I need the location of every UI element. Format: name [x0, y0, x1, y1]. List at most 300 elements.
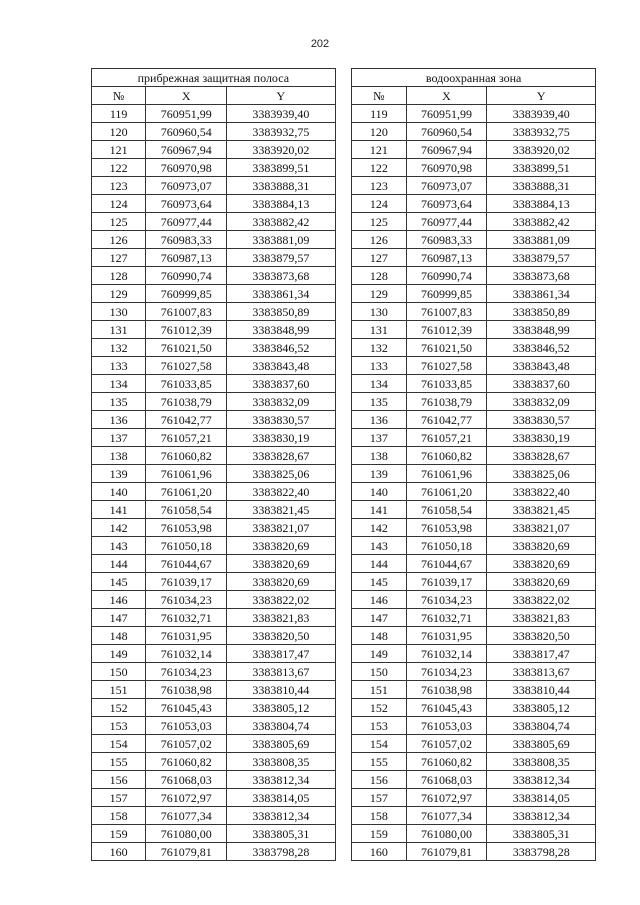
right-y-coordinate-cell: 3383804,74 [487, 717, 596, 735]
right-y-coordinate-cell: 3383814,05 [487, 789, 596, 807]
left-point-number-cell: 149 [92, 645, 146, 663]
right-header-x: X [406, 87, 487, 105]
right-y-coordinate-cell: 3383812,34 [487, 807, 596, 825]
right-y-coordinate-cell: 3383805,12 [487, 699, 596, 717]
right-point-number-cell: 133 [352, 357, 406, 375]
right-y-coordinate-cell: 3383881,09 [487, 231, 596, 249]
right-y-coordinate-cell: 3383813,67 [487, 663, 596, 681]
right-point-number-cell: 126 [352, 231, 406, 249]
left-point-number-cell: 137 [92, 429, 146, 447]
left-x-coordinate-cell: 761053,98 [146, 519, 227, 537]
table-row [92, 789, 596, 807]
right-y-coordinate-cell: 3383821,45 [487, 501, 596, 519]
left-header-y: Y [227, 87, 336, 105]
right-x-coordinate-cell: 761061,96 [406, 465, 487, 483]
left-x-coordinate-cell: 760999,85 [146, 285, 227, 303]
right-point-number-cell: 139 [352, 465, 406, 483]
right-point-number-cell: 153 [352, 717, 406, 735]
left-x-coordinate-cell: 760983,33 [146, 231, 227, 249]
column-gap [335, 195, 352, 213]
table-row [92, 483, 596, 501]
left-y-coordinate-cell: 3383812,34 [227, 771, 336, 789]
left-point-number-cell: 140 [92, 483, 146, 501]
right-x-coordinate-cell: 760977,44 [406, 213, 487, 231]
left-point-number-cell: 145 [92, 573, 146, 591]
table-row [92, 843, 596, 861]
left-x-coordinate-cell: 761021,50 [146, 339, 227, 357]
table-row [92, 591, 596, 609]
left-x-coordinate-cell: 761060,82 [146, 447, 227, 465]
table-row [92, 393, 596, 411]
right-point-number-cell: 157 [352, 789, 406, 807]
right-x-coordinate-cell: 761012,39 [406, 321, 487, 339]
table-row [92, 447, 596, 465]
column-gap [335, 375, 352, 393]
left-y-coordinate-cell: 3383812,34 [227, 807, 336, 825]
left-point-number-cell: 151 [92, 681, 146, 699]
left-point-number-cell: 121 [92, 141, 146, 159]
right-x-coordinate-cell: 761034,23 [406, 663, 487, 681]
left-y-coordinate-cell: 3383861,34 [227, 285, 336, 303]
right-y-coordinate-cell: 3383808,35 [487, 753, 596, 771]
left-x-coordinate-cell: 761050,18 [146, 537, 227, 555]
right-y-coordinate-cell: 3383820,69 [487, 573, 596, 591]
right-y-coordinate-cell: 3383825,06 [487, 465, 596, 483]
left-y-coordinate-cell: 3383820,69 [227, 537, 336, 555]
right-point-number-cell: 150 [352, 663, 406, 681]
right-point-number-cell: 143 [352, 537, 406, 555]
right-y-coordinate-cell: 3383830,19 [487, 429, 596, 447]
column-gap [335, 69, 352, 87]
left-x-coordinate-cell: 760973,07 [146, 177, 227, 195]
left-y-coordinate-cell: 3383832,09 [227, 393, 336, 411]
right-x-coordinate-cell: 761057,21 [406, 429, 487, 447]
right-point-number-cell: 151 [352, 681, 406, 699]
table-row [92, 735, 596, 753]
left-y-coordinate-cell: 3383825,06 [227, 465, 336, 483]
left-y-coordinate-cell: 3383817,47 [227, 645, 336, 663]
left-header-x: X [146, 87, 227, 105]
left-x-coordinate-cell: 761027,58 [146, 357, 227, 375]
left-point-number-cell: 144 [92, 555, 146, 573]
right-x-coordinate-cell: 761077,34 [406, 807, 487, 825]
right-y-coordinate-cell: 3383884,13 [487, 195, 596, 213]
right-point-number-cell: 128 [352, 267, 406, 285]
right-x-coordinate-cell: 761044,67 [406, 555, 487, 573]
table-row [92, 501, 596, 519]
left-point-number-cell: 158 [92, 807, 146, 825]
column-gap [335, 393, 352, 411]
right-y-coordinate-cell: 3383888,31 [487, 177, 596, 195]
right-point-number-cell: 156 [352, 771, 406, 789]
column-gap [335, 591, 352, 609]
column-gap [335, 573, 352, 591]
left-point-number-cell: 139 [92, 465, 146, 483]
column-gap [335, 771, 352, 789]
left-x-coordinate-cell: 761042,77 [146, 411, 227, 429]
left-x-coordinate-cell: 761080,00 [146, 825, 227, 843]
column-gap [335, 321, 352, 339]
column-gap [335, 249, 352, 267]
left-y-coordinate-cell: 3383820,69 [227, 573, 336, 591]
table-header-row [92, 87, 596, 105]
column-gap [335, 303, 352, 321]
right-point-number-cell: 129 [352, 285, 406, 303]
left-x-coordinate-cell: 760960,54 [146, 123, 227, 141]
left-point-number-cell: 130 [92, 303, 146, 321]
left-x-coordinate-cell: 761068,03 [146, 771, 227, 789]
left-point-number-cell: 133 [92, 357, 146, 375]
left-point-number-cell: 119 [92, 105, 146, 123]
left-x-coordinate-cell: 761057,02 [146, 735, 227, 753]
left-point-number-cell: 159 [92, 825, 146, 843]
column-gap [335, 411, 352, 429]
column-gap [335, 555, 352, 573]
right-y-coordinate-cell: 3383830,57 [487, 411, 596, 429]
column-gap [335, 159, 352, 177]
column-gap [335, 177, 352, 195]
left-point-number-cell: 127 [92, 249, 146, 267]
table-row [92, 303, 596, 321]
right-x-coordinate-cell: 760973,64 [406, 195, 487, 213]
column-gap [335, 357, 352, 375]
left-point-number-cell: 122 [92, 159, 146, 177]
table-body [92, 105, 596, 861]
column-gap [335, 843, 352, 861]
right-point-number-cell: 123 [352, 177, 406, 195]
left-y-coordinate-cell: 3383888,31 [227, 177, 336, 195]
column-gap [335, 123, 352, 141]
right-y-coordinate-cell: 3383873,68 [487, 267, 596, 285]
table-row [92, 411, 596, 429]
table-row [92, 807, 596, 825]
right-x-coordinate-cell: 761031,95 [406, 627, 487, 645]
right-point-number-cell: 140 [352, 483, 406, 501]
left-x-coordinate-cell: 761072,97 [146, 789, 227, 807]
left-y-coordinate-cell: 3383828,67 [227, 447, 336, 465]
right-point-number-cell: 125 [352, 213, 406, 231]
column-gap [335, 429, 352, 447]
left-point-number-cell: 120 [92, 123, 146, 141]
left-y-coordinate-cell: 3383814,05 [227, 789, 336, 807]
column-gap [335, 87, 352, 105]
left-y-coordinate-cell: 3383821,07 [227, 519, 336, 537]
left-y-coordinate-cell: 3383873,68 [227, 267, 336, 285]
right-x-coordinate-cell: 761072,97 [406, 789, 487, 807]
column-gap [335, 789, 352, 807]
left-y-coordinate-cell: 3383932,75 [227, 123, 336, 141]
table-row [92, 231, 596, 249]
right-x-coordinate-cell: 761060,82 [406, 753, 487, 771]
right-header-number: № [352, 87, 406, 105]
left-y-coordinate-cell: 3383879,57 [227, 249, 336, 267]
right-point-number-cell: 136 [352, 411, 406, 429]
left-y-coordinate-cell: 3383805,69 [227, 735, 336, 753]
right-y-coordinate-cell: 3383828,67 [487, 447, 596, 465]
left-y-coordinate-cell: 3383939,40 [227, 105, 336, 123]
right-x-coordinate-cell: 761053,03 [406, 717, 487, 735]
table-row [92, 537, 596, 555]
table-row [92, 627, 596, 645]
right-y-coordinate-cell: 3383843,48 [487, 357, 596, 375]
right-x-coordinate-cell: 761068,03 [406, 771, 487, 789]
left-y-coordinate-cell: 3383821,83 [227, 609, 336, 627]
left-x-coordinate-cell: 761053,03 [146, 717, 227, 735]
table-row [92, 285, 596, 303]
table-row [92, 357, 596, 375]
left-y-coordinate-cell: 3383846,52 [227, 339, 336, 357]
right-x-coordinate-cell: 760999,85 [406, 285, 487, 303]
column-gap [335, 465, 352, 483]
right-y-coordinate-cell: 3383822,40 [487, 483, 596, 501]
left-y-coordinate-cell: 3383848,99 [227, 321, 336, 339]
right-y-coordinate-cell: 3383932,75 [487, 123, 596, 141]
right-x-coordinate-cell: 761007,83 [406, 303, 487, 321]
left-y-coordinate-cell: 3383882,42 [227, 213, 336, 231]
left-y-coordinate-cell: 3383810,44 [227, 681, 336, 699]
table-row [92, 213, 596, 231]
column-gap [335, 483, 352, 501]
column-gap [335, 825, 352, 843]
right-x-coordinate-cell: 761080,00 [406, 825, 487, 843]
left-y-coordinate-cell: 3383843,48 [227, 357, 336, 375]
left-point-number-cell: 138 [92, 447, 146, 465]
table-row [92, 717, 596, 735]
right-x-coordinate-cell: 761057,02 [406, 735, 487, 753]
right-x-coordinate-cell: 760987,13 [406, 249, 487, 267]
left-x-coordinate-cell: 761033,85 [146, 375, 227, 393]
left-point-number-cell: 142 [92, 519, 146, 537]
column-gap [335, 213, 352, 231]
right-y-coordinate-cell: 3383850,89 [487, 303, 596, 321]
coordinates-table [91, 68, 596, 861]
table-row [92, 519, 596, 537]
table-row [92, 609, 596, 627]
right-y-coordinate-cell: 3383817,47 [487, 645, 596, 663]
left-y-coordinate-cell: 3383899,51 [227, 159, 336, 177]
left-point-number-cell: 125 [92, 213, 146, 231]
left-y-coordinate-cell: 3383837,60 [227, 375, 336, 393]
left-x-coordinate-cell: 761039,17 [146, 573, 227, 591]
table-row [92, 159, 596, 177]
left-point-number-cell: 131 [92, 321, 146, 339]
right-point-number-cell: 131 [352, 321, 406, 339]
table-row [92, 645, 596, 663]
left-y-coordinate-cell: 3383830,57 [227, 411, 336, 429]
left-point-number-cell: 155 [92, 753, 146, 771]
table-row [92, 177, 596, 195]
page-number: 202 [310, 38, 330, 50]
right-point-number-cell: 158 [352, 807, 406, 825]
right-point-number-cell: 119 [352, 105, 406, 123]
right-header-y: Y [487, 87, 596, 105]
right-y-coordinate-cell: 3383820,50 [487, 627, 596, 645]
right-x-coordinate-cell: 761060,82 [406, 447, 487, 465]
right-x-coordinate-cell: 760990,74 [406, 267, 487, 285]
left-x-coordinate-cell: 761045,43 [146, 699, 227, 717]
left-x-coordinate-cell: 760967,94 [146, 141, 227, 159]
left-x-coordinate-cell: 761077,34 [146, 807, 227, 825]
right-point-number-cell: 147 [352, 609, 406, 627]
column-gap [335, 663, 352, 681]
right-point-number-cell: 141 [352, 501, 406, 519]
column-gap [335, 609, 352, 627]
right-x-coordinate-cell: 760970,98 [406, 159, 487, 177]
column-gap [335, 339, 352, 357]
right-point-number-cell: 130 [352, 303, 406, 321]
left-x-coordinate-cell: 761038,98 [146, 681, 227, 699]
right-y-coordinate-cell: 3383805,69 [487, 735, 596, 753]
column-gap [335, 231, 352, 249]
right-y-coordinate-cell: 3383805,31 [487, 825, 596, 843]
table-row [92, 123, 596, 141]
right-y-coordinate-cell: 3383820,69 [487, 537, 596, 555]
left-x-coordinate-cell: 761061,20 [146, 483, 227, 501]
right-point-number-cell: 159 [352, 825, 406, 843]
right-x-coordinate-cell: 761027,58 [406, 357, 487, 375]
column-gap [335, 807, 352, 825]
right-y-coordinate-cell: 3383821,83 [487, 609, 596, 627]
right-point-number-cell: 124 [352, 195, 406, 213]
table-row [92, 339, 596, 357]
right-x-coordinate-cell: 761021,50 [406, 339, 487, 357]
table-row [92, 429, 596, 447]
right-point-number-cell: 134 [352, 375, 406, 393]
right-x-coordinate-cell: 761032,14 [406, 645, 487, 663]
left-point-number-cell: 129 [92, 285, 146, 303]
left-x-coordinate-cell: 761007,83 [146, 303, 227, 321]
table-row [92, 663, 596, 681]
right-point-number-cell: 127 [352, 249, 406, 267]
left-y-coordinate-cell: 3383850,89 [227, 303, 336, 321]
column-gap [335, 105, 352, 123]
right-point-number-cell: 137 [352, 429, 406, 447]
right-y-coordinate-cell: 3383837,60 [487, 375, 596, 393]
table-row [92, 465, 596, 483]
left-y-coordinate-cell: 3383821,45 [227, 501, 336, 519]
left-x-coordinate-cell: 761044,67 [146, 555, 227, 573]
right-y-coordinate-cell: 3383832,09 [487, 393, 596, 411]
right-y-coordinate-cell: 3383899,51 [487, 159, 596, 177]
left-x-coordinate-cell: 761038,79 [146, 393, 227, 411]
right-x-coordinate-cell: 760967,94 [406, 141, 487, 159]
left-y-coordinate-cell: 3383822,40 [227, 483, 336, 501]
left-x-coordinate-cell: 760987,13 [146, 249, 227, 267]
right-x-coordinate-cell: 761079,81 [406, 843, 487, 861]
table-row [92, 375, 596, 393]
left-x-coordinate-cell: 760990,74 [146, 267, 227, 285]
table-row [92, 825, 596, 843]
right-y-coordinate-cell: 3383821,07 [487, 519, 596, 537]
left-x-coordinate-cell: 760973,64 [146, 195, 227, 213]
right-x-coordinate-cell: 760951,99 [406, 105, 487, 123]
right-x-coordinate-cell: 761034,23 [406, 591, 487, 609]
left-point-number-cell: 152 [92, 699, 146, 717]
right-point-number-cell: 146 [352, 591, 406, 609]
left-y-coordinate-cell: 3383820,50 [227, 627, 336, 645]
column-gap [335, 519, 352, 537]
right-y-coordinate-cell: 3383812,34 [487, 771, 596, 789]
right-y-coordinate-cell: 3383846,52 [487, 339, 596, 357]
right-point-number-cell: 155 [352, 753, 406, 771]
table-row [92, 681, 596, 699]
right-x-coordinate-cell: 761039,17 [406, 573, 487, 591]
table-row [92, 321, 596, 339]
left-y-coordinate-cell: 3383881,09 [227, 231, 336, 249]
right-y-coordinate-cell: 3383920,02 [487, 141, 596, 159]
left-point-number-cell: 123 [92, 177, 146, 195]
left-point-number-cell: 150 [92, 663, 146, 681]
right-y-coordinate-cell: 3383810,44 [487, 681, 596, 699]
left-point-number-cell: 153 [92, 717, 146, 735]
right-point-number-cell: 160 [352, 843, 406, 861]
right-x-coordinate-cell: 760960,54 [406, 123, 487, 141]
table-row [92, 699, 596, 717]
left-y-coordinate-cell: 3383805,12 [227, 699, 336, 717]
right-y-coordinate-cell: 3383798,28 [487, 843, 596, 861]
column-gap [335, 645, 352, 663]
table-row [92, 141, 596, 159]
left-x-coordinate-cell: 761032,14 [146, 645, 227, 663]
left-point-number-cell: 126 [92, 231, 146, 249]
left-x-coordinate-cell: 761058,54 [146, 501, 227, 519]
table-row [92, 267, 596, 285]
left-point-number-cell: 156 [92, 771, 146, 789]
left-x-coordinate-cell: 760977,44 [146, 213, 227, 231]
left-x-coordinate-cell: 761061,96 [146, 465, 227, 483]
right-x-coordinate-cell: 761038,79 [406, 393, 487, 411]
right-point-number-cell: 142 [352, 519, 406, 537]
left-x-coordinate-cell: 761034,23 [146, 591, 227, 609]
column-gap [335, 681, 352, 699]
right-x-coordinate-cell: 760983,33 [406, 231, 487, 249]
left-x-coordinate-cell: 761012,39 [146, 321, 227, 339]
right-x-coordinate-cell: 761050,18 [406, 537, 487, 555]
column-gap [335, 267, 352, 285]
left-point-number-cell: 128 [92, 267, 146, 285]
right-y-coordinate-cell: 3383939,40 [487, 105, 596, 123]
left-x-coordinate-cell: 761057,21 [146, 429, 227, 447]
table-row [92, 105, 596, 123]
column-gap [335, 735, 352, 753]
left-y-coordinate-cell: 3383808,35 [227, 753, 336, 771]
table-row [92, 555, 596, 573]
right-y-coordinate-cell: 3383848,99 [487, 321, 596, 339]
left-point-number-cell: 143 [92, 537, 146, 555]
table-title-row [92, 69, 596, 87]
right-x-coordinate-cell: 761033,85 [406, 375, 487, 393]
column-gap [335, 447, 352, 465]
right-point-number-cell: 149 [352, 645, 406, 663]
column-gap [335, 501, 352, 519]
left-point-number-cell: 132 [92, 339, 146, 357]
right-point-number-cell: 138 [352, 447, 406, 465]
right-point-number-cell: 120 [352, 123, 406, 141]
table-row [92, 753, 596, 771]
table-row [92, 249, 596, 267]
left-point-number-cell: 136 [92, 411, 146, 429]
right-x-coordinate-cell: 761042,77 [406, 411, 487, 429]
right-y-coordinate-cell: 3383820,69 [487, 555, 596, 573]
left-y-coordinate-cell: 3383804,74 [227, 717, 336, 735]
left-x-coordinate-cell: 761031,95 [146, 627, 227, 645]
left-y-coordinate-cell: 3383813,67 [227, 663, 336, 681]
right-y-coordinate-cell: 3383861,34 [487, 285, 596, 303]
left-y-coordinate-cell: 3383805,31 [227, 825, 336, 843]
left-x-coordinate-cell: 761032,71 [146, 609, 227, 627]
column-gap [335, 717, 352, 735]
table-row [92, 771, 596, 789]
